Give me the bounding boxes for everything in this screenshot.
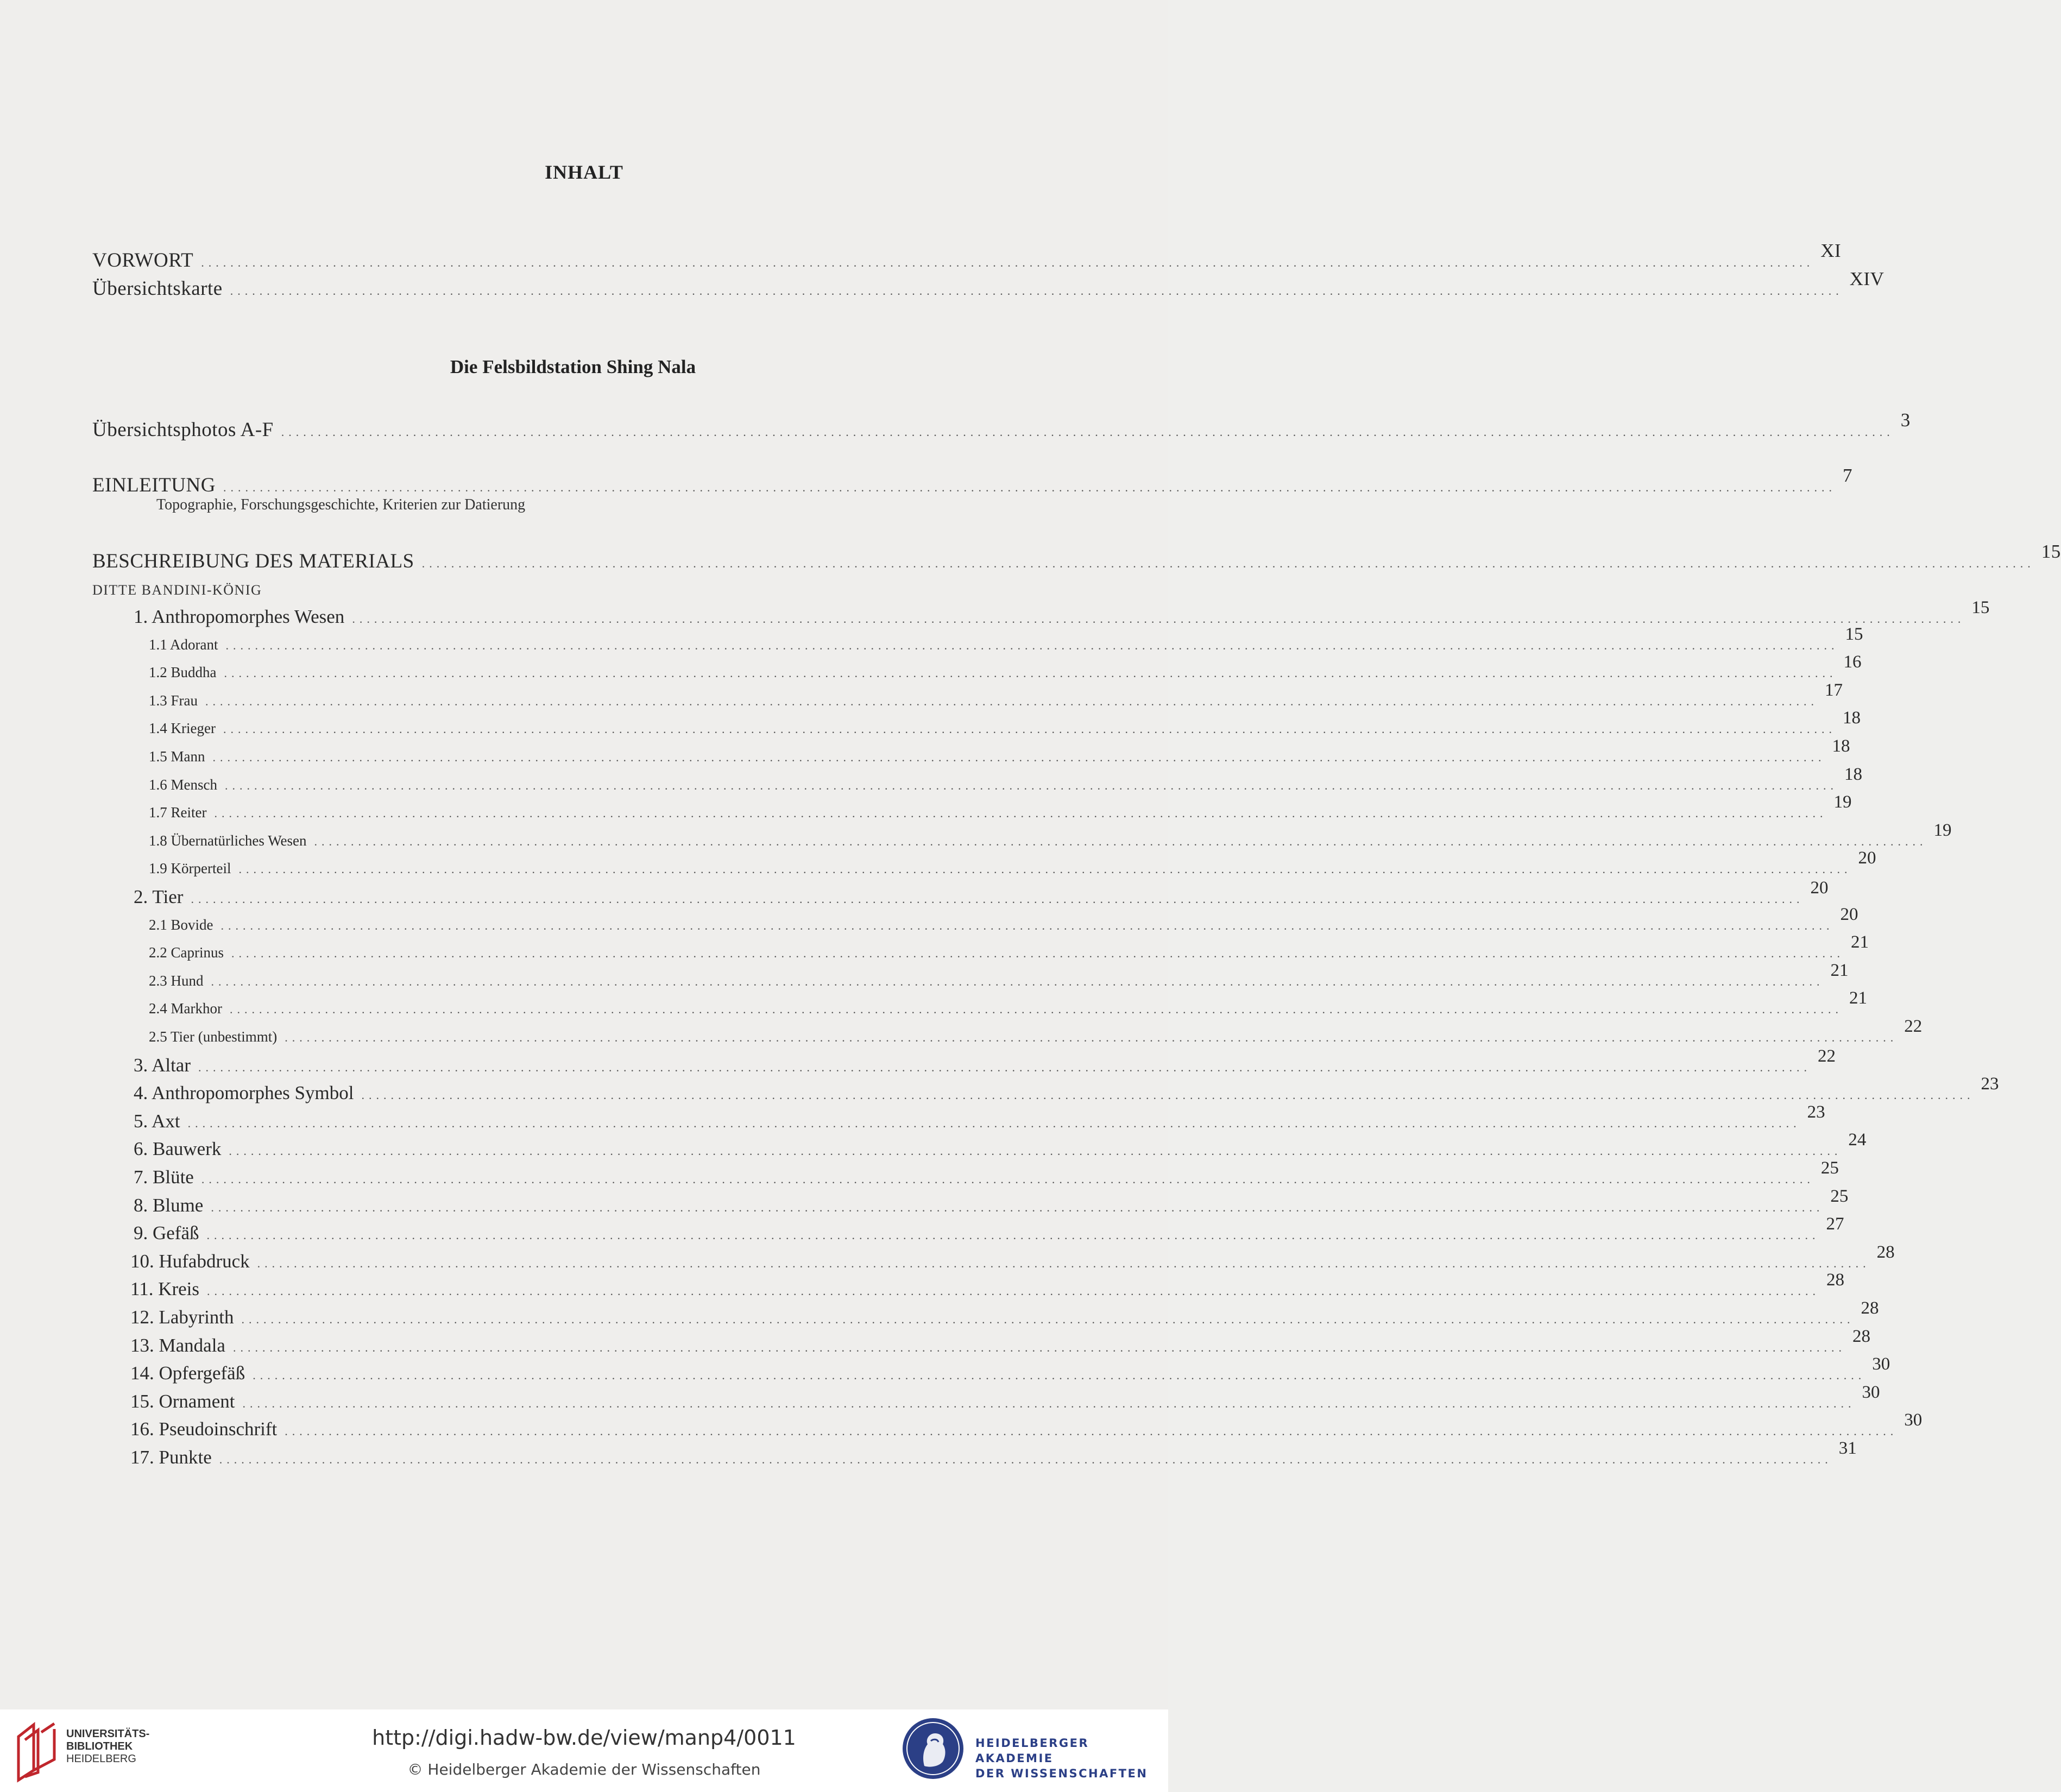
leader-dots: ............................................................................................................................................................................................................................: [285, 1424, 1898, 1438]
toc-entry-page: 27: [1826, 1214, 1844, 1234]
toc-entry-page: 28: [1852, 1326, 1870, 1346]
author-name: DITTE BANDINI-KÖNIG: [92, 582, 262, 598]
leader-dots: ............................................................................................................................................................................................................................: [352, 612, 1965, 626]
toc-entry-label: 10. Hufabdruck: [130, 1250, 250, 1272]
footer-bar: [0, 1709, 1168, 1792]
leader-dots: ............................................................................................................................................................................................................................: [238, 862, 1852, 876]
toc-entry-page: 15: [1971, 598, 1990, 617]
leader-dots: ............................................................................................................................................................................................................................: [198, 1060, 1811, 1074]
toc-entry-label: 15. Ornament: [130, 1390, 235, 1412]
toc-entry-page: 20: [1810, 878, 1829, 898]
toc-entry-page: 16: [1843, 652, 1862, 672]
toc-entry-page: 30: [1872, 1354, 1890, 1374]
toc-entry-label: VORWORT: [92, 249, 194, 272]
toc-entry-label: 12. Labyrinth: [130, 1307, 234, 1328]
toc-entry[interactable]: [130, 1326, 1870, 1356]
toc-entry-page: 28: [1861, 1298, 1879, 1318]
toc-entry-page: 21: [1830, 960, 1849, 980]
toc-entry[interactable]: [134, 1186, 1849, 1216]
toc-entry-label: 2.5 Tier (unbestimmt): [149, 1028, 278, 1045]
toc-entry-page: 18: [1842, 708, 1861, 728]
toc-entry-label: 1.1 Adorant: [149, 636, 218, 653]
toc-entry[interactable]: [130, 1438, 1857, 1468]
leader-dots: ............................................................................................................................................................................................................................: [201, 1172, 1814, 1186]
leader-dots: ............................................................................................................................................................................................................................: [212, 750, 1826, 764]
toc-entry-label: 1.8 Übernatürliches Wesen: [149, 832, 307, 849]
toc-entry-label: 1.7 Reiter: [149, 804, 207, 821]
toc-entry[interactable]: [130, 1382, 1880, 1412]
leader-dots: ............................................................................................................................................................................................................................: [205, 694, 1818, 708]
toc-entry-label: 2.3 Hund: [149, 972, 204, 989]
toc-entry-label: 2.2 Caprinus: [149, 944, 224, 961]
toc-entry-label: 13. Mandala: [130, 1334, 225, 1356]
toc-entry-page: XI: [1820, 240, 1842, 261]
library-name-line: UNIVERSITÄTS-: [66, 1728, 150, 1740]
toc-entry-label: 1.6 Mensch: [149, 776, 217, 793]
toc-entry-label: EINLEITUNG: [92, 474, 216, 496]
leader-dots: ............................................................................................................................................................................................................................: [225, 638, 1839, 652]
toc-entry-label: 1. Anthropomorphes Wesen: [134, 606, 345, 627]
toc-entry-label: 3. Altar: [134, 1054, 191, 1076]
toc-entry[interactable]: [149, 764, 1862, 794]
source-url-link[interactable]: http://digi.hadw-bw.de/view/manp4/0011: [372, 1726, 796, 1750]
toc-entry-label: 1.9 Körperteil: [149, 860, 231, 877]
leader-dots: ............................................................................................................................................................................................................................: [219, 1453, 1832, 1466]
toc-entry-page: 19: [1833, 792, 1852, 812]
library-name-line: HEIDELBERG: [66, 1753, 136, 1765]
leader-dots: ............................................................................................................................................................................................................................: [201, 256, 1814, 269]
toc-entry-einleitung[interactable]: [92, 465, 1852, 497]
academy-seal-icon: [900, 1716, 966, 1781]
toc-entry[interactable]: [149, 848, 1876, 878]
toc-entry[interactable]: [130, 1242, 1895, 1272]
leader-dots: ............................................................................................................................................................................................................................: [253, 1368, 1866, 1383]
toc-entry-label: 14. Opfergefäß: [130, 1362, 245, 1384]
toc-entry-page: 30: [1862, 1382, 1880, 1402]
toc-entry-page: XIV: [1849, 268, 1884, 289]
toc-entry[interactable]: [130, 1270, 1845, 1300]
toc-entry-label: 4. Anthropomorphes Symbol: [134, 1082, 354, 1104]
toc-entry-label: 17. Punkte: [130, 1447, 212, 1468]
toc-entry[interactable]: [130, 1354, 1890, 1384]
toc-entry[interactable]: [149, 708, 1861, 738]
toc-entry-page: 30: [1904, 1410, 1923, 1430]
leader-dots: ............................................................................................................................................................................................................................: [361, 1088, 1975, 1102]
toc-entry[interactable]: [149, 736, 1850, 766]
toc-entry-page: 31: [1838, 1438, 1857, 1458]
leader-dots: ............................................................................................................................................................................................................................: [241, 1313, 1855, 1326]
toc-entry-label: 7. Blüte: [134, 1166, 194, 1188]
toc-entry-label: 9. Gefäß: [134, 1222, 199, 1244]
leader-dots: ............................................................................................................................................................................................................................: [187, 1116, 1801, 1130]
einleitung-note: Topographie, Forschungsgeschichte, Kriterien zur Datierung: [156, 496, 526, 513]
toc-entry-page: 24: [1848, 1130, 1867, 1150]
toc-entry[interactable]: [130, 1410, 1923, 1440]
leader-dots: ............................................................................................................................................................................................................................: [211, 1200, 1824, 1214]
leader-dots: ............................................................................................................................................................................................................................: [281, 425, 1894, 439]
toc-entry-label: BESCHREIBUNG DES MATERIALS: [92, 550, 414, 572]
toc-entry[interactable]: [149, 904, 1858, 935]
leader-dots: ............................................................................................................................................................................................................................: [220, 918, 1834, 932]
leader-dots: ............................................................................................................................................................................................................................: [230, 284, 1843, 298]
toc-entry-label: 8. Blume: [134, 1194, 204, 1216]
toc-entry-label: 1.3 Frau: [149, 692, 198, 709]
toc-entry[interactable]: [149, 792, 1852, 822]
toc-entry-uebersichtskarte[interactable]: [92, 268, 1884, 300]
toc-entry-label: 1.5 Mann: [149, 748, 205, 765]
leader-dots: ............................................................................................................................................................................................................................: [206, 1228, 1820, 1242]
leader-dots: ............................................................................................................................................................................................................................: [231, 947, 1844, 961]
toc-entry[interactable]: [149, 820, 1952, 850]
toc-entry-label: 16. Pseudoinschrift: [130, 1418, 278, 1440]
toc-entry-page: 21: [1849, 988, 1867, 1008]
toc-entry[interactable]: [149, 988, 1867, 1018]
leader-dots: ............................................................................................................................................................................................................................: [242, 1396, 1856, 1410]
toc-entry-page: 18: [1844, 764, 1862, 784]
academy-name-line: HEIDELBERGER AKADEMIE: [975, 1737, 1089, 1765]
copyright-notice: © Heidelberger Akademie der Wissenschaften: [407, 1761, 761, 1778]
toc-entry[interactable]: [134, 1102, 1825, 1132]
toc-entry[interactable]: [134, 1046, 1836, 1076]
leader-dots: ............................................................................................................................................................................................................................: [207, 1284, 1820, 1298]
library-name-line: BIBLIOTHEK: [66, 1740, 133, 1752]
toc-entry[interactable]: [134, 1074, 1999, 1104]
toc-entry-page: 7: [1842, 465, 1852, 486]
toc-entry-page: 19: [1933, 820, 1952, 840]
toc-entry-label: 6. Bauwerk: [134, 1138, 222, 1160]
toc-entry[interactable]: [130, 1298, 1879, 1328]
toc-entry-page: 28: [1876, 1242, 1895, 1262]
section-title: Die Felsbildstation Shing Nala: [450, 356, 696, 377]
leader-dots: ............................................................................................................................................................................................................................: [211, 974, 1824, 988]
toc-entry-label: 5. Axt: [134, 1110, 180, 1132]
toc-entry-page: 23: [1981, 1074, 1999, 1094]
toc-entry[interactable]: [134, 598, 1990, 628]
toc-entry-page: 20: [1840, 904, 1858, 924]
toc-entry-label: 2.4 Markhor: [149, 1000, 222, 1017]
toc-entry-label: 1.2 Buddha: [149, 664, 217, 681]
toc-entry-vorwort[interactable]: [92, 240, 1842, 272]
toc-entry[interactable]: [134, 1158, 1839, 1188]
toc-entry[interactable]: [149, 680, 1843, 710]
toc-entry-page: 17: [1825, 680, 1843, 700]
toc-entry-page: 28: [1826, 1270, 1845, 1290]
toc-entry-page: 25: [1830, 1186, 1849, 1206]
academy-name: [975, 1736, 1168, 1781]
toc-entry-label: 11. Kreis: [130, 1278, 200, 1300]
toc-entry[interactable]: [134, 1214, 1844, 1244]
toc-entry-page: 15: [1845, 624, 1863, 644]
academy-name-line: DER WISSENSCHAFTEN: [975, 1767, 1148, 1780]
toc-entry[interactable]: [149, 652, 1862, 682]
toc-entry-page: 21: [1851, 932, 1869, 952]
toc-entry-page: 23: [1807, 1102, 1825, 1122]
leader-dots: ............................................................................................................................................................................................................................: [421, 557, 2035, 570]
leader-dots: ............................................................................................................................................................................................................................: [224, 778, 1838, 792]
leader-dots: ............................................................................................................................................................................................................................: [257, 1256, 1870, 1270]
toc-entry[interactable]: [149, 932, 1869, 962]
page-heading: INHALT: [545, 161, 623, 183]
toc-entry-label: 2.1 Bovide: [149, 916, 213, 933]
leader-dots: ............................................................................................................................................................................................................................: [314, 834, 1927, 848]
toc-entry[interactable]: [149, 624, 1863, 654]
leader-dots: ............................................................................................................................................................................................................................: [223, 481, 1836, 494]
toc-entry-page: 15: [2041, 541, 2061, 562]
leader-dots: ............................................................................................................................................................................................................................: [285, 1031, 1898, 1044]
toc-entry-page: 25: [1820, 1158, 1839, 1178]
toc-entry-label: Übersichtsphotos A-F: [92, 419, 274, 441]
toc-entry-label: Übersichtskarte: [92, 277, 223, 300]
leader-dots: ............................................................................................................................................................................................................................: [223, 722, 1836, 736]
toc-entry[interactable]: [134, 1130, 1867, 1160]
toc-entry-page: 22: [1817, 1046, 1836, 1066]
leader-dots: ............................................................................................................................................................................................................................: [232, 1340, 1846, 1354]
toc-entry-page: 20: [1858, 848, 1876, 868]
toc-entry[interactable]: [134, 878, 1829, 908]
leader-dots: ............................................................................................................................................................................................................................: [229, 1144, 1842, 1158]
leader-dots: ............................................................................................................................................................................................................................: [229, 1002, 1843, 1017]
toc-entry[interactable]: [149, 1017, 1923, 1046]
toc-entry-uebersichtsphotos[interactable]: [92, 409, 1911, 441]
toc-entry-page: 18: [1832, 736, 1850, 756]
toc-entry-beschreibung[interactable]: [92, 541, 2061, 573]
leader-dots: ............................................................................................................................................................................................................................: [224, 666, 1837, 680]
leader-dots: ............................................................................................................................................................................................................................: [214, 806, 1827, 821]
toc-entry[interactable]: [149, 960, 1849, 990]
toc-entry-page: 22: [1904, 1017, 1923, 1036]
toc-entry-label: 1.4 Krieger: [149, 720, 216, 737]
leader-dots: ............................................................................................................................................................................................................................: [191, 892, 1804, 906]
toc-entry-label: 2. Tier: [134, 886, 184, 907]
toc-entry-page: 3: [1900, 409, 1911, 431]
